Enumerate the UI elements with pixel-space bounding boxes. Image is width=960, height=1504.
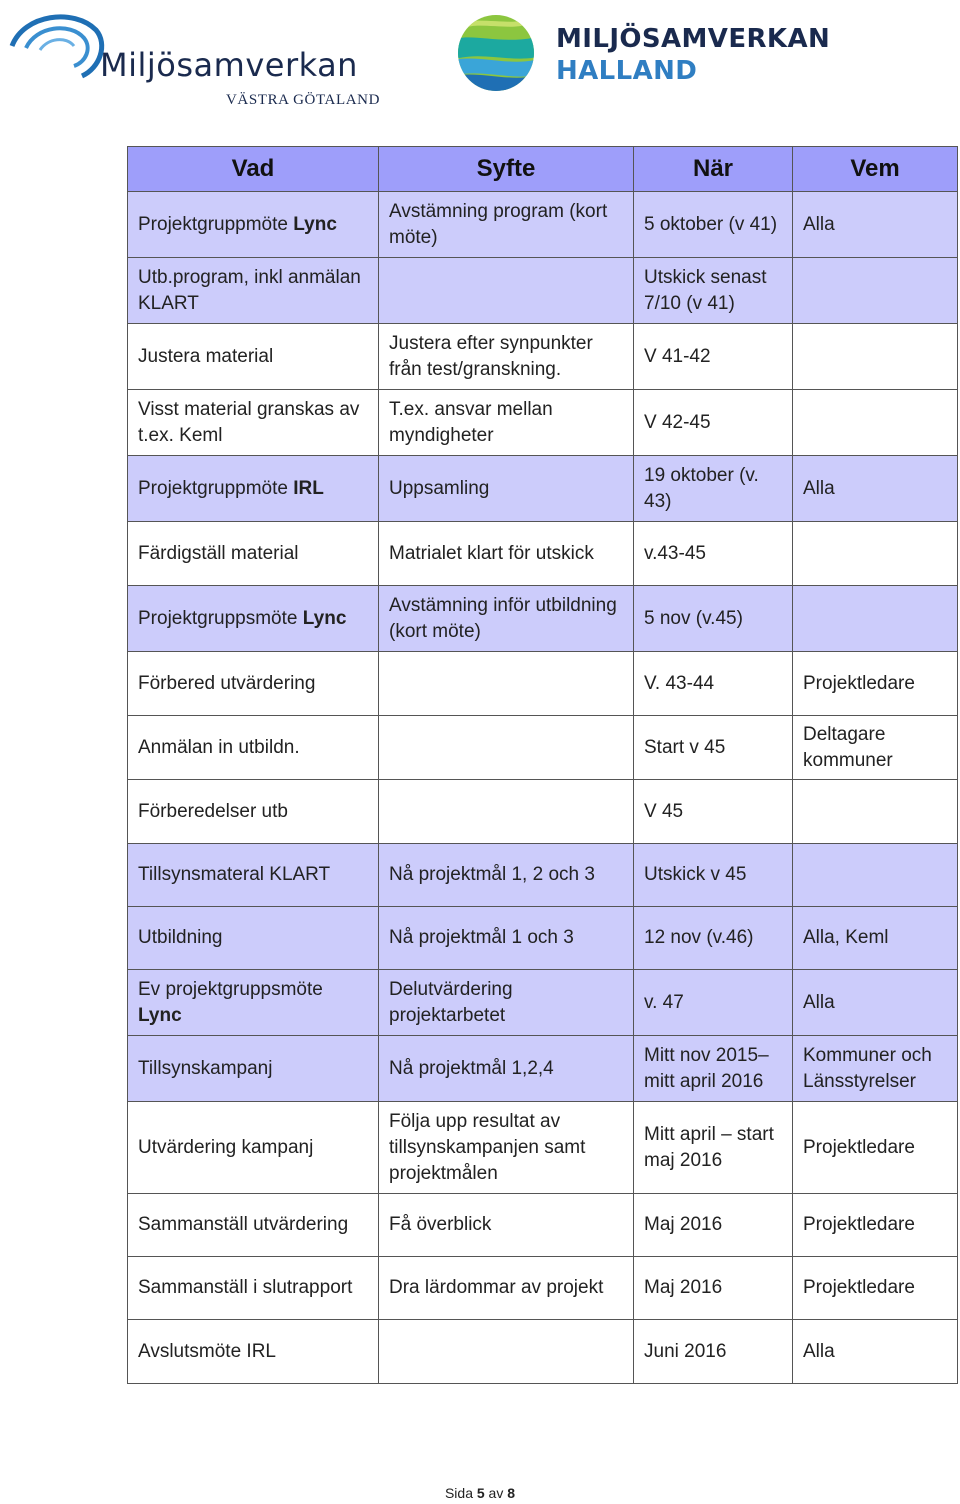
cell-syfte (379, 1320, 634, 1384)
cell-vad (128, 522, 379, 586)
cell-vad-text: Projektgruppsmöte (138, 607, 303, 629)
cell-nar: Utskick v 45 (634, 844, 793, 907)
logo-miljosamverkan-halland (452, 10, 831, 100)
footer-middle: av (484, 1485, 508, 1501)
cell-vem (793, 844, 958, 907)
cell-vad-meeting-type: Lync (138, 1004, 182, 1026)
cell-nar: 5 nov (v.45) (634, 586, 793, 652)
cell-vem: Projektledare (793, 1257, 958, 1320)
cell-vad (128, 390, 379, 456)
cell-vad-text: Förbered utvärdering (138, 672, 316, 694)
cell-vad-meeting-type: Lync (293, 213, 337, 235)
table-row (128, 652, 958, 716)
cell-vad (128, 258, 379, 324)
cell-vad-meeting-type: Lync (302, 607, 347, 629)
cell-vad (128, 324, 379, 390)
table-row (128, 907, 958, 970)
logo-right-line2: HALLAND (556, 56, 698, 86)
cell-syfte: Avstämning program (kort möte) (379, 192, 634, 258)
table-row (128, 780, 958, 844)
footer-page-number: 5 (476, 1485, 485, 1501)
cell-nar: Mitt april – start maj 2016 (634, 1102, 793, 1194)
cell-vad (128, 970, 379, 1036)
table-row (128, 970, 958, 1036)
cell-syfte: Justera efter synpunkter från test/granskning. (379, 324, 634, 390)
cell-vad-text: Avslutsmöte IRL (138, 1340, 276, 1362)
cell-nar: Start v 45 (634, 716, 793, 780)
table-row (128, 1194, 958, 1257)
cell-syfte: Följa upp resultat av tillsynskampanjen samt projektmålen (379, 1102, 634, 1194)
cell-vad-text: Ev projektgruppsmöte (138, 978, 323, 1000)
header-syfte: Syfte (379, 147, 634, 192)
cell-vad-text: Projektgruppmöte (138, 213, 294, 235)
cell-syfte (379, 780, 634, 844)
cell-vad (128, 652, 379, 716)
table-row (128, 716, 958, 780)
cell-nar: v.43-45 (634, 522, 793, 586)
cell-syfte: Nå projektmål 1,2,4 (379, 1036, 634, 1102)
table-row (128, 1102, 958, 1194)
cell-nar: v. 47 (634, 970, 793, 1036)
cell-syfte: Nå projektmål 1 och 3 (379, 907, 634, 970)
table-body (128, 192, 958, 1384)
cell-vad (128, 1102, 379, 1194)
cell-nar: Utskick senast 7/10 (v 41) (634, 258, 793, 324)
cell-vad (128, 907, 379, 970)
logo-miljosamverkan-vastra-gotaland (4, 6, 381, 108)
table-row (128, 522, 958, 586)
cell-syfte: Matrialet klart för utskick (379, 522, 634, 586)
cell-vem: Projektledare (793, 1102, 958, 1194)
cell-nar: V 42-45 (634, 390, 793, 456)
cell-vem: Deltagare kommuner (793, 716, 958, 780)
cell-vad (128, 780, 379, 844)
cell-vem (793, 522, 958, 586)
cell-vad-text: Utb.program, inkl anmälan KLART (138, 266, 361, 314)
cell-vad-text: Utvärdering kampanj (138, 1136, 314, 1158)
cell-vem: Projektledare (793, 652, 958, 716)
footer-total-pages: 8 (507, 1485, 516, 1501)
table-row (128, 324, 958, 390)
header-vem: Vem (793, 147, 958, 192)
cell-syfte: T.ex. ansvar mellan myndigheter (379, 390, 634, 456)
cell-vem: Alla (793, 970, 958, 1036)
cell-vad-text: Sammanställ utvärdering (138, 1214, 349, 1235)
cell-vad (128, 716, 379, 780)
cell-syfte: Dra lärdommar av projekt (379, 1257, 634, 1320)
cell-nar: V 45 (634, 780, 793, 844)
cell-syfte: Få överblick (379, 1194, 634, 1257)
cell-syfte: Uppsamling (379, 456, 634, 522)
cell-vad (128, 1194, 379, 1257)
cell-nar: Juni 2016 (634, 1320, 793, 1384)
cell-syfte (379, 652, 634, 716)
header-vad: Vad (128, 147, 379, 192)
cell-nar: 5 oktober (v 41) (634, 192, 793, 258)
table-header-row (128, 147, 958, 192)
cell-syfte (379, 258, 634, 324)
cell-vad (128, 192, 379, 258)
cell-vad (128, 1257, 379, 1320)
cell-vad-text: Färdigställ material (138, 542, 299, 564)
cell-vem: Alla (793, 192, 958, 258)
cell-vad-text: Justera material (138, 345, 274, 367)
cell-nar: Mitt nov 2015– mitt april 2016 (634, 1036, 793, 1102)
cell-vad-text: Tillsynsmateral KLART (138, 864, 331, 885)
cell-vad (128, 1320, 379, 1384)
cell-nar: Maj 2016 (634, 1194, 793, 1257)
cell-vem (793, 390, 958, 456)
cell-vad (128, 456, 379, 522)
cell-vad-text: Tillsynskampanj (138, 1057, 273, 1079)
table-row (128, 456, 958, 522)
cell-vem: Alla (793, 1320, 958, 1384)
table-row (128, 586, 958, 652)
globe-logo-icon (452, 10, 542, 96)
cell-vem (793, 258, 958, 324)
cell-nar: 19 oktober (v. 43) (634, 456, 793, 522)
cell-syfte: Nå projektmål 1, 2 och 3 (379, 844, 634, 907)
cell-nar: V 41-42 (634, 324, 793, 390)
cell-vad-text: Visst material granskas av t.ex. Keml (138, 398, 360, 446)
table-row (128, 1320, 958, 1384)
cell-syfte (379, 716, 634, 780)
cell-vem: Projektledare (793, 1194, 958, 1257)
cell-vem (793, 324, 958, 390)
table-row (128, 192, 958, 258)
table-row (128, 258, 958, 324)
header-nar: När (634, 147, 793, 192)
cell-syfte: Delutvärdering projektarbetet (379, 970, 634, 1036)
cell-vad-text: Anmälan in utbildn. (138, 736, 300, 758)
cell-vad-meeting-type: IRL (293, 477, 324, 499)
page-footer (0, 1485, 960, 1501)
plan-table (127, 146, 958, 1384)
table-row (128, 1036, 958, 1102)
logo-right-line1: MILJÖSAMVERKAN (556, 24, 831, 54)
footer-prefix: Sida (444, 1485, 477, 1501)
cell-vad-text: Förberedelser utb (138, 800, 288, 822)
cell-vem: Kommuner och Länsstyrelser (793, 1036, 958, 1102)
cell-vem (793, 780, 958, 844)
cell-vem: Alla (793, 456, 958, 522)
cell-vad-text: Projektgruppmöte (138, 477, 294, 499)
cell-vad-text: Utbildning (138, 927, 223, 948)
cell-vad (128, 1036, 379, 1102)
cell-vem (793, 586, 958, 652)
cell-nar: Maj 2016 (634, 1257, 793, 1320)
cell-nar: 12 nov (v.46) (634, 907, 793, 970)
cell-vad-text: Sammanställ i slutrapport (138, 1277, 353, 1298)
cell-vad (128, 844, 379, 907)
table-row (128, 1257, 958, 1320)
table-row (128, 390, 958, 456)
cell-syfte: Avstämning inför utbildning (kort möte) (379, 586, 634, 652)
cell-nar: V. 43-44 (634, 652, 793, 716)
swirl-logo-icon (4, 6, 114, 86)
logo-left-name: Miljösamverkan (100, 46, 358, 84)
logo-left-subtitle: VÄSTRA GÖTALAND (226, 92, 381, 108)
table-row (128, 844, 958, 907)
cell-vad (128, 586, 379, 652)
cell-vem: Alla, Keml (793, 907, 958, 970)
